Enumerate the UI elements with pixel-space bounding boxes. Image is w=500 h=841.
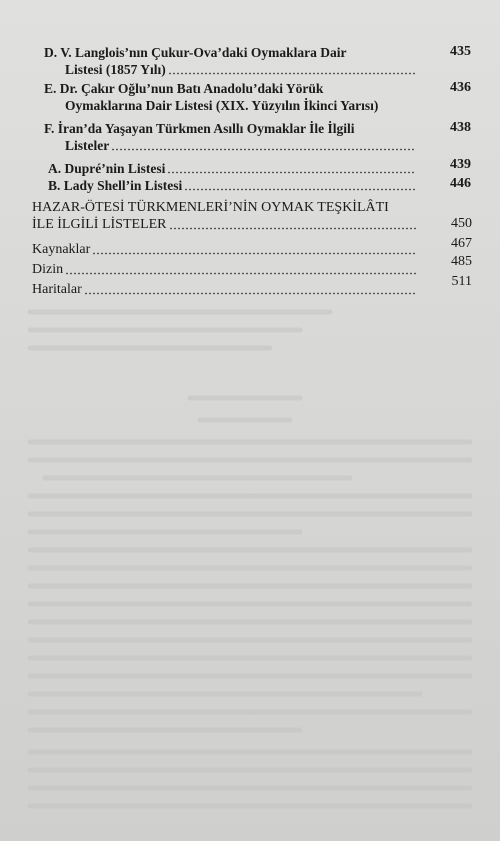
dot-leader xyxy=(167,162,415,174)
toc-entry-title: Dizin xyxy=(32,262,64,277)
toc-entry-title-cont: Listeler xyxy=(65,138,110,153)
toc-entry-langlois xyxy=(44,44,416,78)
toc-entry-haritalar xyxy=(32,281,417,298)
toc-page-number: 485 xyxy=(451,254,472,269)
dot-leader xyxy=(84,283,416,295)
toc-entry-title-cont: Listesi (1857 Yılı) xyxy=(65,62,166,77)
toc-entry-title: Kaynaklar xyxy=(32,242,91,257)
toc-entry-title: E. Dr. Çakır Oğlu’nun Batı Anadolu’daki Yörük xyxy=(44,81,324,96)
toc-entry-kaynaklar xyxy=(32,241,417,258)
dot-leader xyxy=(65,263,416,275)
toc-page-number: 511 xyxy=(451,274,472,289)
toc-entry-title: A. Dupré’nin Listesi xyxy=(48,161,166,176)
toc-page-number: 446 xyxy=(450,176,471,191)
toc-entry-title: HAZAR-ÖTESİ TÜRKMENLERİ’NİN OYMAK TEŞKİLÂTI xyxy=(32,200,389,215)
toc-page-number: 450 xyxy=(451,216,472,231)
dot-leader xyxy=(169,218,416,230)
toc-page-number: 435 xyxy=(450,44,471,59)
dot-leader xyxy=(92,243,416,255)
toc-entry-dupre xyxy=(48,160,416,177)
toc-page-number: 438 xyxy=(450,120,471,135)
toc-page-number: 467 xyxy=(451,236,472,251)
toc-entry-cakir-oglu xyxy=(44,80,444,114)
toc-page-number: 439 xyxy=(450,157,471,172)
dot-leader xyxy=(168,63,415,75)
toc-entry-title: Haritalar xyxy=(32,282,82,297)
dot-leader xyxy=(111,139,415,151)
toc-entry-title: D. V. Langlois’nın Çukur-Ova’daki Oymaklara Dair xyxy=(44,45,347,60)
toc-entry-lady-shell xyxy=(48,177,416,194)
toc-entry-title: B. Lady Shell’in Listesi xyxy=(48,178,183,193)
toc-page-number: 436 xyxy=(450,80,471,95)
dot-leader xyxy=(184,179,415,191)
toc-entry-title-cont: İLE İLGİLİ LİSTELER xyxy=(32,217,167,232)
toc-entry-iran xyxy=(44,120,416,154)
toc-entry-title: F. İran’da Yaşayan Türkmen Asıllı Oymaklar İle İlgili xyxy=(44,121,355,136)
toc-entry-hazar-otesi xyxy=(32,199,417,233)
toc-entry-dizin xyxy=(32,261,417,278)
toc-entry-title-cont: Oymaklarına Dair Listesi (XIX. Yüzyılın İkinci Yarısı) xyxy=(65,98,379,113)
